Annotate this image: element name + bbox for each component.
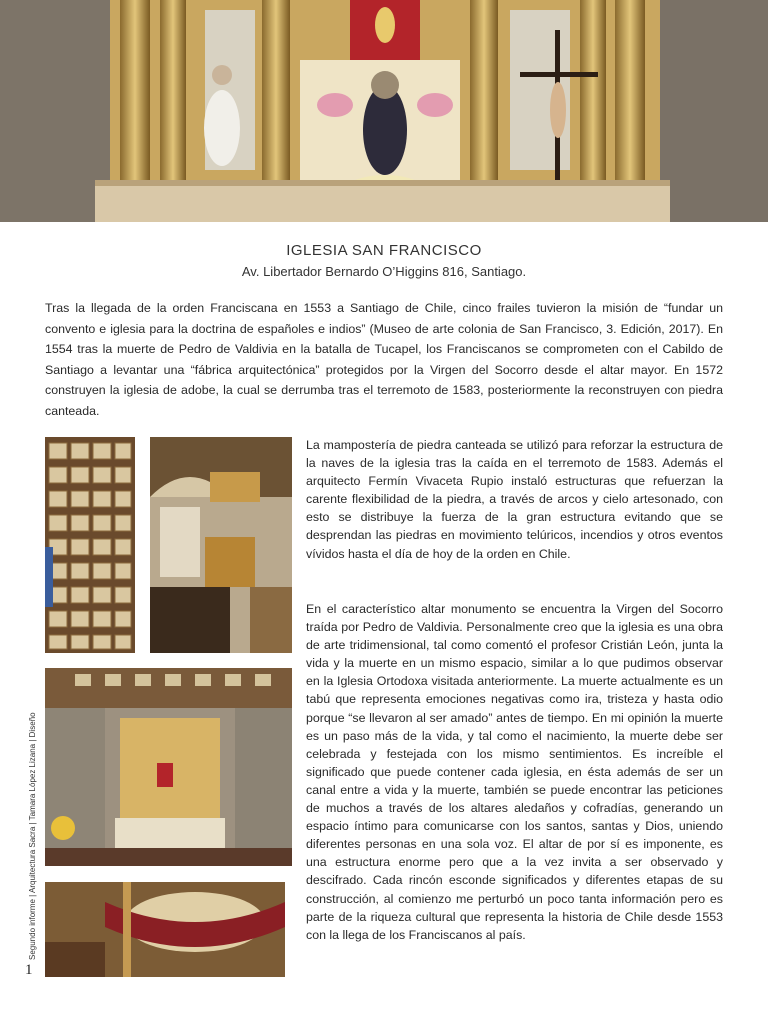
page-title: IGLESIA SAN FRANCISCO — [286, 242, 482, 259]
page-number: 1 — [25, 962, 33, 978]
hero-altar-photo — [0, 0, 768, 222]
ceiling-detail-photo — [45, 882, 285, 977]
pulpit-photo — [150, 437, 292, 653]
side-caption: Segundo informe | Arquitectura Sacra | Tamara López Lizana | Diseño — [28, 712, 37, 960]
church-address: Av. Libertador Bernardo O’Higgins 816, Santiago. — [241, 264, 527, 279]
paragraph-masonry: La mampostería de piedra canteada se utilizó para reforzar la estructura de la naves de la iglesia tras la caída en el terremoto de 1583. Además el arquitecto Fermín Vivaceta Rupio instaló estructuras que refuerzan la carente flexibilidad de la piedra, a través de arcos y cielo artesonado, con esto se distribuye la fuerza de la gran estructura evitando que se desprendan las piedras en movimiento telúricos, incendios y otros eventos vívidos hasta el día de hoy de la orden en Chile. — [306, 438, 723, 561]
coffered-ceiling-photo — [45, 437, 135, 653]
paragraph-altar: En el característico altar monumento se encuentra la Virgen del Socorro traída por Pedro de Valdivia. Personalmente creo que la iglesia es una obra de arte tridimensional, tal como comentó el profesor Cristián León, junta la vida y la muerte en un mismo espacio, similar a lo que pudimos observar en la Iglesia Ortodoxa visitada anteriormente. La muerte actualmente es un tabú que representa emociones negativas como ira, tristeza y hasta odio porque “se llevaron al ser amado” antes de tiempo. En mi opinión la muerte es un paso más de la vida, y tal como el nacimiento, la muerte debe ser celebrada y festejada con los mismo sentimientos. Es increíble el significado que puede contener cada iglesia, en ésta además de ser un canal entre a vida y la muerte, también se puede encontrar las peticiones de muchos a través de los altares aledaños y cofradías, generando un espacio íntimo para comunicarse con los santos, santas y Dios, uniendo diferentes personas en una sola voz. El altar de por sí es imponente, es una estructura enorme pero que a la vez invita a ser observado y descifrado. Cada rincón esconde significados y diferentes etapas de su construcción, al comienzo me perturbó un poco tanta información pero es parte de la riqueza cultural que representa la historia de Chile desde 1553 con la llega de los Franciscanos al país. — [306, 602, 723, 942]
intro-paragraph: Tras la llegada de la orden Franciscana en 1553 a Santiago de Chile, cinco frailes tuvieron la misión de “fundar un convento e iglesia para la doctrina de españoles e indios” (Museo de arte colonia de San Francisco, 3. Edición, 2017). En 1554 tras la muerte de Pedro de Valdivia en la batalla de Tucapel, los Franciscanos se comprometen con el Cabildo de Santiago a levantar una “fábrica arquitectónica” protegidos por la Virgen del Socorro desde el altar mayor. En 1572 construyen la iglesia de adobe, la cual se derrumba tras el terremoto de 1583, posteriormente la reconstruyen con piedra canteada. — [45, 301, 723, 418]
nave-altar-photo — [45, 668, 292, 866]
